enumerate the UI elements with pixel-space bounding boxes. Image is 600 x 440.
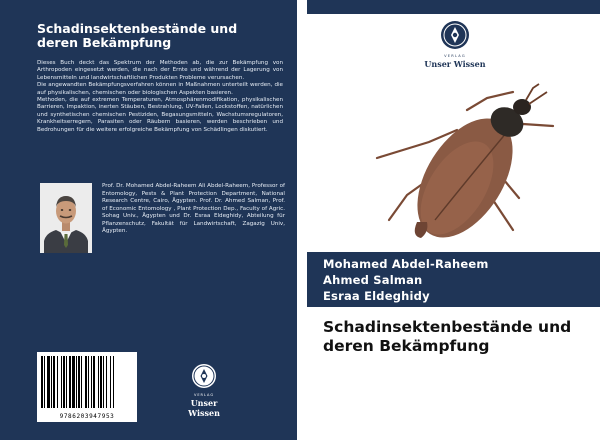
author-photo: [40, 183, 92, 253]
barcode-bar: [106, 356, 107, 408]
publisher-emblem-icon: [440, 20, 470, 50]
barcode-bar: [44, 356, 45, 408]
author-name: Esraa Eldeghidy: [323, 289, 430, 303]
barcode-number: 9786203947953: [59, 413, 115, 420]
barcode-bar: [63, 356, 65, 408]
barcode-bar: [51, 356, 52, 408]
barcode-bar: [61, 356, 62, 408]
publisher-verlag-label: VERLAG: [444, 54, 466, 58]
barcode-bar: [72, 356, 75, 408]
barcode-bar: [110, 356, 111, 408]
front-top-band: [307, 0, 600, 14]
barcode-bar: [76, 356, 77, 408]
barcode-bar: [98, 356, 99, 408]
publisher-emblem-icon: [191, 363, 217, 389]
author-name: Mohamed Abdel-Raheem: [323, 257, 489, 271]
front-cover: [307, 0, 600, 440]
book-spine: [297, 0, 307, 440]
author-biography: Prof. Dr. Mohamed Abdel-Raheem Ali Abdel-Raheem, Professor of Entomology, Pests & Plant Protection Department, National Research Centre, Cairo, Ägypten. Prof. Dr. Ahmed Salman, Prof. of Economic Entomology , Plant Protection Dep., Faculty of Agric. Sohag Univ., Ägypten und Dr. Esraa Eldeghidy, Abteilung für Pflanzenschutz, Fakultät für Landwirtschaft, Zagazig Univ, Ägypten.: [102, 183, 285, 234]
back-cover: [0, 0, 297, 440]
book-description: [37, 60, 283, 134]
back-cover-title: Schadinsektenbestände und deren Bekämpfung: [37, 21, 238, 50]
barcode-bar: [41, 356, 43, 408]
cockchafer-beetle-image: [317, 70, 597, 250]
publisher-verlag-label: VERLAG: [193, 393, 215, 397]
barcode-bar: [100, 356, 102, 408]
barcode-bar: [91, 356, 92, 408]
publisher-name: Unser Wissen: [188, 398, 220, 418]
author-band: [307, 252, 600, 307]
barcode-bar: [78, 356, 80, 408]
description-paragraph: Methoden, die auf extremen Temperaturen, Atmosphärenmodifikation, physikalischen Barrieren, Impaktion, inerten Stäuben, Bestrahlung, UV-Fallen, Lockstoffen, natürlichen und synthetischen chemischen Pestiziden, Begasungsmitteln, Wachstumsregulatoren, Krankheitserregern, Parasiten oder Räubern basieren, werden beschrieben und Bedrohungen für die weitere erfolgreiche Bekämpfung von Schädlingen diskutiert.: [37, 97, 283, 133]
description-paragraph: Dieses Buch deckt das Spektrum der Methoden ab, die zur Bekämpfung von Arthropoden eingesetzt werden, die nach der Ernte und während der Lagerung von Lebensmitteln und landwirtschaftlichen Produkten Probleme verursachen.: [37, 60, 283, 81]
publisher-logo-back: [176, 363, 232, 418]
publisher-name: Unser Wissen: [424, 59, 486, 69]
barcode-bar: [93, 356, 95, 408]
barcode-bar: [47, 356, 50, 408]
barcode-bar: [66, 356, 67, 408]
barcode-bar: [85, 356, 87, 408]
barcode-bar: [103, 356, 104, 408]
publisher-logo-front: [415, 20, 495, 69]
barcode-bar: [88, 356, 89, 408]
barcode-bar: [113, 356, 114, 408]
barcode-bar: [53, 356, 55, 408]
front-cover-title: Schadinsektenbestände und deren Bekämpfung: [323, 318, 572, 355]
author-name: Ahmed Salman: [323, 273, 423, 287]
barcode-bar: [81, 356, 82, 408]
isbn-barcode: [37, 352, 137, 422]
barcode-bar: [69, 356, 71, 408]
description-paragraph: Die angewandten Bekämpfungsverfahren können in Maßnahmen unterteilt werden, die auf physikalischen, chemischen oder biologischen Aspekten basieren.: [37, 82, 283, 96]
barcode-bar: [57, 356, 58, 408]
